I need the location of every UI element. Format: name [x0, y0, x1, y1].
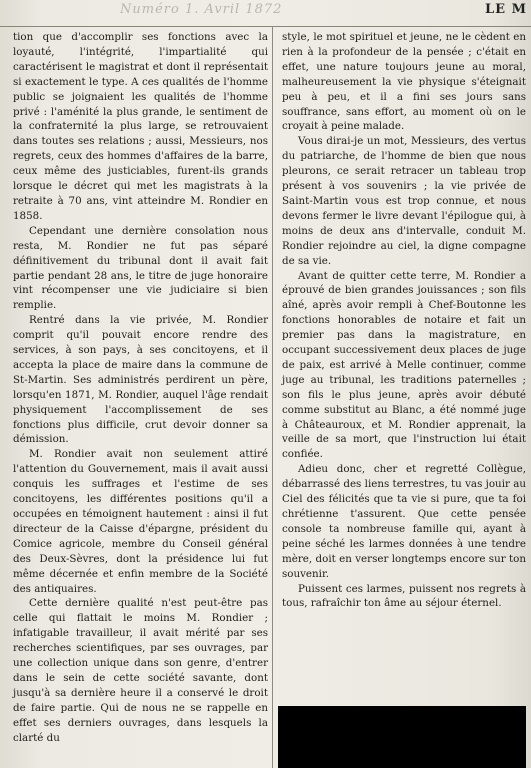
redaction-block: [278, 706, 526, 768]
left-paragraph-2: Cependant une dernière consolation nous resta, M. Rondier ne fut pas séparé définitivement du tribunal dont il avait fait partie pendant 28 ans, le titre de juge honoraire vint récompenser une vie judiciaire si bien remplie.: [13, 224, 268, 312]
left-paragraph-3: Rentré dans la vie privée, M. Rondier comprit qu'il pouvait encore rendre des services, à son pays, à ses concitoyens, et il accepta la place de maire dans la commune de St-Martin. Ses administrés perdirent un père, lorsqu'en 1871, M. Rondier, auquel l'âge rendait physiquement l'accomplissement de ses fonctions plus difficile, crut devoir donner sa démission.: [13, 314, 268, 446]
right-paragraph-4: Adieu donc, cher et regretté Collègue, débarrassé des liens terrestres, tu vas jouir au Ciel des félicités que ta vie si pure, que ta foi chrétienne t'assurent. Que cette pensée console ta nombreuse famille qui, ayant à peine séché les larmes données à une tendre mère, doit en verser longtemps encore sur ton souvenir.: [282, 463, 526, 580]
left-column: [13, 30, 268, 746]
column-divider: [272, 26, 273, 768]
left-paragraph-1: tion que d'accomplir ses fonctions avec la loyauté, l'intégrité, l'impartialité qui caractérisent le magistrat et dont il représentait si exactement le type. A ces qualités de l'homme public se joignaient les qualités de l'homme privé : l'aménité la plus grande, le sentiment de la confraternité la plus large, se retrouvaient dans toutes ses relations ; aussi, Messieurs, nos regrets, ceux des hommes d'affaires de la barre, ceux même des justiciables, furent-ils grands lorsque le décret qui met les magistrats à la retraite à 70 ans, vint atteindre M. Rondier en 1858.: [13, 31, 268, 222]
right-column: [282, 30, 526, 611]
page-header: [0, 0, 531, 27]
right-paragraph-1: style, le mot spirituel et jeune, ne le cèdent en rien à la profondeur de la pensée ; c'était en effet, une nature toujours jeune au moral, malheureusement la vie physique s'éteignait peu à peu, et il a fini ses jours sans souffrance, sans effort, au moment où on le croyait à peine malade.: [282, 31, 526, 133]
left-paragraph-5: Cette dernière qualité n'est peut-être pas celle qui flattait le moins M. Rondier ; infatigable travailleur, il avait mérité par ses recherches scientifiques, par ses ouvrages, par une collection unique dans son genre, d'entrer dans le sein de cette société savante, dont jusqu'à sa dernière heure il a conservé le droit de faire partie. Qui de nous ne se rappelle en effet ses derniers ouvrages, dans lesquels la clarté du: [13, 597, 268, 744]
running-head-title: LE M: [485, 2, 527, 17]
left-paragraph-4: M. Rondier avait non seulement attiré l'attention du Gouvernement, mais il avait aussi conquis les suffrages et l'estime de ses concitoyens, les différentes positions qu'il a occupées en témoignent hautement : ainsi il fut directeur de la Caisse d'épargne, président du Comice agricole, membre du Conseil général des Deux-Sèvres, dont la présidence lui fut même décernée et enfin membre de la Société des antiquaires.: [13, 448, 268, 595]
right-paragraph-5: Puissent ces larmes, puissent nos regrets à tous, rafraîchir ton âme au séjour éternel.: [282, 582, 526, 610]
right-paragraph-3: Avant de quitter cette terre, M. Rondier a éprouvé de bien grandes jouissances ; son fils aîné, après avoir rempli à Chef-Boutonne les fonctions honorables de notaire et fait un premier pas dans la magistrature, en occupant successivement deux places de juge de paix, est arrivé à Melle continuer, comme juge au tribunal, les traditions paternelles ; son fils le plus jeune, après avoir débuté comme substitut au Blanc, a été nommé juge à Châteauroux, et M. Rondier apprenait, la veille de sa mort, que l'instruction lui était confiée.: [282, 269, 526, 461]
running-head-faded: Numéro 1. Avril 1872: [120, 2, 283, 17]
right-paragraph-2: Vous dirai-je un mot, Messieurs, des vertus du patriarche, de l'homme de bien que nous pleurons, ce serait retracer un tableau trop présent à vos souvenirs ; la vie privée de Saint-Martin vous est trop connue, et nous devons fermer le livre devant l'épilogue qui, à moins de deux ans d'intervalle, conduit M. Rondier rejoindre au ciel, la digne compagne de sa vie.: [282, 135, 526, 267]
